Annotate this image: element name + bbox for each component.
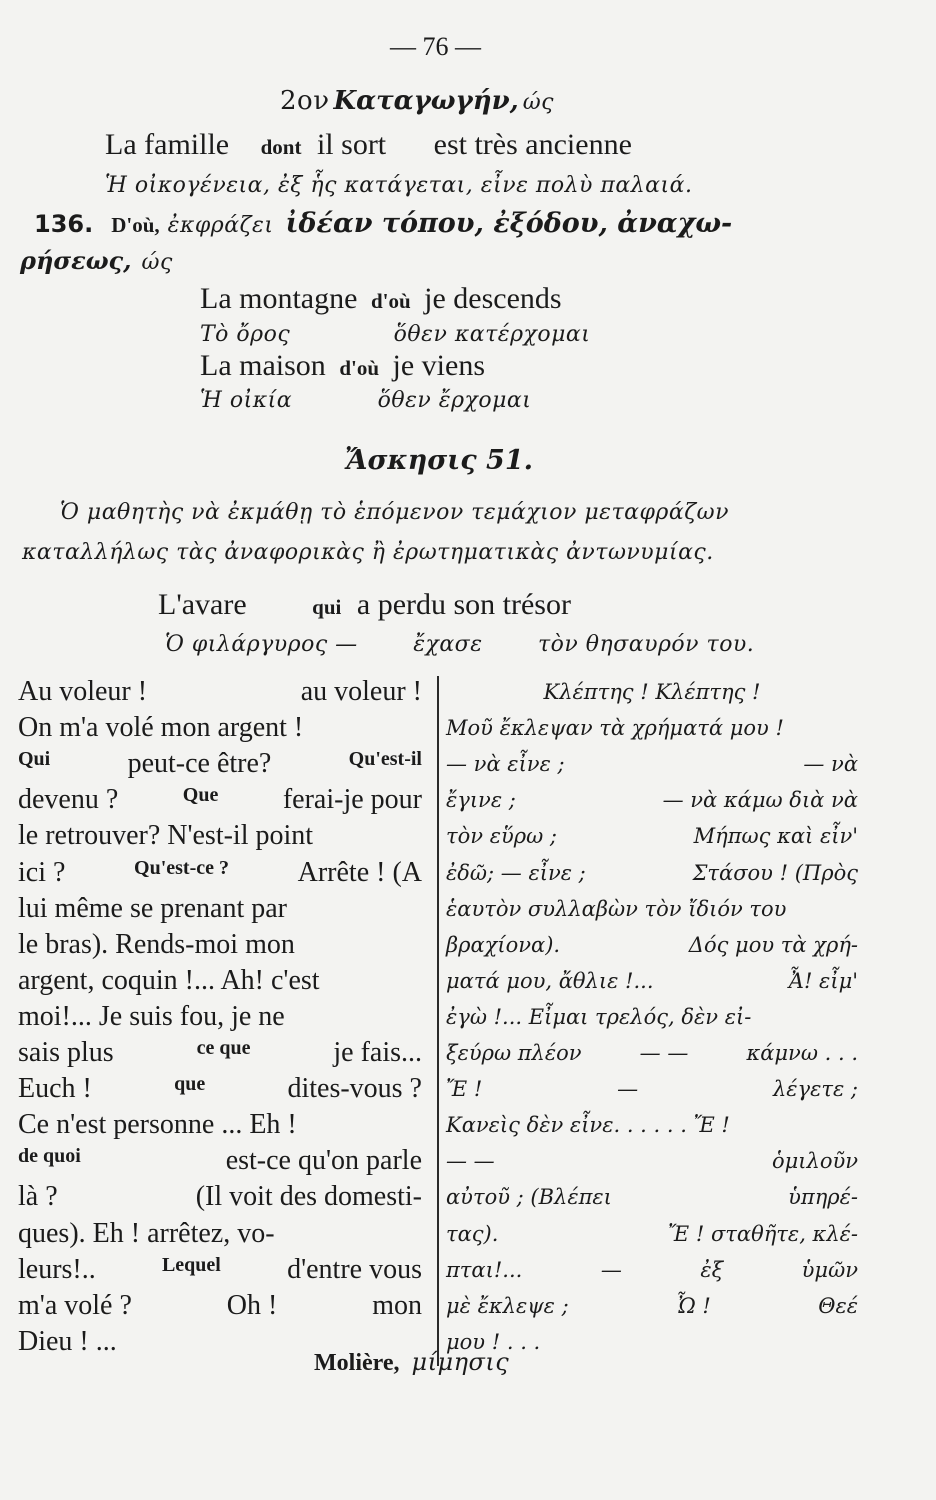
text-segment: argent, coquin !... Ah! c'est: [18, 964, 320, 996]
text-segment: Δός μου τὰ χρή-: [688, 932, 858, 957]
ex2-fr-c: je descends: [424, 282, 562, 315]
ex3-fr-b: d'où: [339, 356, 380, 380]
text-segment: Lequel: [161, 1253, 221, 1276]
exercise-example-greek: [165, 632, 754, 657]
greek-line: [446, 1113, 858, 1137]
text-segment: ici ?: [18, 856, 66, 888]
text-segment: ξεύρω πλέον: [446, 1041, 582, 1065]
greek-line: [446, 1149, 858, 1173]
ex1-part-b: dont: [260, 135, 302, 159]
exercise-example-french: [158, 588, 571, 622]
text-segment: leurs!..: [18, 1253, 96, 1285]
text-segment: Ἆ! εἶμ': [788, 968, 858, 993]
text-segment: ferai-je pour: [282, 784, 422, 816]
ex1-part-d: est très ancienne: [433, 128, 632, 161]
example-greek-2: [200, 322, 590, 347]
french-line: [18, 1073, 422, 1105]
text-segment: On m'a volé mon argent !: [18, 712, 304, 744]
text-segment: ὑμῶν: [801, 1257, 858, 1282]
greek-line: [446, 861, 858, 885]
greek-line: [446, 1222, 858, 1246]
text-segment: Μοῦ ἔκλεψαν τὰ χρήματά μου !: [446, 716, 784, 741]
text-segment: Arrête ! (A: [297, 856, 422, 888]
paragraph-cont-suffix: ώς: [141, 250, 173, 275]
text-segment: le retrouver? N'est-il point: [18, 820, 314, 852]
text-segment: — —: [446, 1149, 495, 1174]
column-divider: [437, 676, 439, 1366]
text-segment: λέγετε ;: [772, 1077, 858, 1102]
french-line: [18, 857, 422, 889]
text-segment: mon: [372, 1289, 422, 1321]
text-segment: Qu'est-il: [348, 748, 422, 771]
text-segment: Qu'est-ce ?: [134, 856, 230, 879]
french-line: [18, 929, 422, 961]
greek-line: [446, 1294, 858, 1318]
exfr-a: L'avare: [158, 588, 247, 621]
greek-line: [446, 1185, 858, 1209]
greek-line: [446, 824, 858, 848]
text-segment: ce que: [196, 1037, 251, 1059]
heading-suffix: ώς: [522, 90, 554, 115]
paragraph-number: 136.: [34, 210, 94, 238]
text-segment: devenu ?: [18, 784, 119, 816]
paragraph-136-cont: [20, 246, 173, 275]
exercise-instruction-2: καταλλήλως τὰς ἀναφορικὰς ἢ ἐρωτηματικὰς ἀντωνυμίας.: [22, 540, 714, 565]
text-segment: πται!...: [446, 1257, 523, 1282]
text-segment: Au voleur !: [18, 676, 148, 707]
ex2-fr-a: La montagne: [200, 282, 358, 315]
text-segment: ἔγινε ;: [446, 788, 516, 813]
french-line: [18, 748, 422, 780]
french-line: [18, 1254, 422, 1286]
paragraph-term: D'où,: [111, 213, 160, 237]
french-line: [18, 1001, 422, 1033]
ex2-gr-b: ὅθεν κατέρχομαι: [393, 322, 591, 347]
exgr-b: ἔχασε: [413, 632, 483, 657]
text-segment: au voleur !: [300, 676, 422, 707]
text-segment: —: [600, 1257, 622, 1282]
example-greek-1: Ἡ οἰκογένεια, ἐξ ἧς κατάγεται, εἶνε πολὺ παλαιά.: [105, 173, 693, 198]
text-segment: —: [617, 1077, 639, 1102]
text-segment: Dieu ! ...: [18, 1325, 117, 1357]
french-line: [18, 1037, 422, 1069]
french-line: [18, 784, 422, 816]
greek-line: [446, 1258, 858, 1282]
ex1-part-c: il sort: [316, 128, 387, 161]
french-line: [18, 1181, 422, 1213]
paragraph-cont-term: ρήσεως,: [20, 246, 132, 275]
text-segment: Κανεὶς δὲν εἶνε. . . . . . Ἔ !: [446, 1113, 730, 1138]
french-line: [18, 1290, 422, 1322]
page-number: — 76 —: [390, 32, 481, 61]
text-segment: Qui: [18, 748, 51, 771]
example-french-1: [105, 128, 632, 162]
text-segment: μὲ ἔκλεψε ;: [446, 1293, 569, 1318]
greek-line: [446, 1041, 858, 1065]
text-segment: βραχίονα).: [446, 932, 561, 957]
greek-line: [446, 680, 858, 704]
example-french-3: [200, 349, 485, 383]
text-segment: τας).: [446, 1221, 499, 1246]
exercise-instruction-1: Ὁ μαθητὴς νὰ ἐκμάθῃ τὸ ἑπόμενον τεμάχιον μεταφράζων: [60, 500, 729, 525]
text-segment: Que: [182, 784, 219, 807]
text-segment: le bras). Rends-moi mon: [18, 928, 295, 960]
subsection-heading: [280, 86, 554, 116]
text-segment: Ὦ !: [676, 1293, 711, 1318]
ex1-part-a: La famille: [105, 128, 230, 161]
text-segment: je fais...: [333, 1037, 422, 1068]
text-segment: là ?: [18, 1181, 58, 1213]
text-segment: que: [174, 1073, 206, 1096]
text-segment: — νὰ: [803, 752, 858, 777]
french-line: [18, 893, 422, 925]
ex3-gr-a: Ἡ οἰκία: [200, 388, 293, 413]
french-line: [18, 1145, 422, 1177]
exfr-b: qui: [312, 595, 342, 619]
text-segment: κάμνω . . .: [746, 1041, 858, 1065]
ex2-gr-a: Τὸ ὄρος: [200, 322, 291, 347]
text-segment: (Il voit des domesti-: [195, 1181, 422, 1213]
french-line: [18, 676, 422, 708]
text-segment: ἐγὼ !... Εἶμαι τρελός, δὲν εἰ-: [446, 1004, 752, 1029]
text-segment: moi!... Je suis fou, je ne: [18, 1000, 285, 1032]
text-segment: μου ! . . .: [446, 1329, 541, 1354]
text-segment: de quoi: [18, 1145, 81, 1168]
text-segment: Στάσου ! (Πρὸς: [692, 860, 858, 885]
paragraph-136: [34, 208, 732, 239]
text-segment: dites-vous ?: [287, 1073, 422, 1105]
text-segment: — νὰ κάμω διὰ νὰ: [662, 788, 858, 813]
text-segment: est-ce qu'on parle: [225, 1145, 422, 1177]
example-french-2: [200, 282, 562, 316]
text-segment: αὐτοῦ ; (Βλέπει: [446, 1185, 612, 1210]
example-greek-3: [200, 388, 531, 413]
text-segment: ἐξ: [700, 1257, 724, 1282]
text-segment: Ce n'est personne ... Eh !: [18, 1109, 297, 1141]
text-segment: ἐδῶ; — εἶνε ;: [446, 860, 586, 885]
greek-line: [446, 933, 858, 957]
text-segment: Θεέ: [818, 1293, 858, 1318]
text-segment: lui même se prenant par: [18, 892, 288, 924]
french-line: [18, 1109, 422, 1141]
text-segment: Oh !: [226, 1289, 278, 1321]
text-segment: Ἔ ! σταθῆτε, κλέ-: [667, 1221, 858, 1246]
greek-line: [446, 897, 858, 921]
text-segment: ὁμιλοῦν: [771, 1149, 858, 1174]
exercise-title: Ἄσκησις 51.: [345, 445, 534, 476]
exgr-c: τὸν θησαυρόν του.: [538, 632, 755, 657]
text-segment: — νὰ εἶνε ;: [446, 752, 565, 777]
ex3-fr-a: La maison: [200, 349, 326, 382]
text-segment: Μήπως καὶ εἶν': [693, 824, 858, 849]
paragraph-text: ἐκφράζει: [167, 213, 274, 238]
greek-line: [446, 752, 858, 776]
paragraph-terms: ἰδέαν τόπου, ἐξόδου, ἀναχω-: [285, 208, 733, 239]
ex3-fr-c: je viens: [392, 349, 485, 382]
heading-term: Καταγωγήν,: [333, 86, 519, 116]
exfr-c: a perdu son trésor: [356, 588, 571, 621]
attribution: [314, 1348, 509, 1377]
french-line: [18, 1218, 422, 1250]
exgr-a: Ὁ φιλάργυρος —: [165, 632, 358, 657]
text-segment: m'a volé ?: [18, 1289, 132, 1321]
text-segment: sais plus: [18, 1037, 114, 1068]
greek-line: [446, 716, 858, 740]
text-segment: ὑπηρέ-: [788, 1185, 858, 1210]
attribution-author: Molière,: [314, 1350, 400, 1376]
french-line: [18, 820, 422, 852]
greek-line: [446, 1005, 858, 1029]
text-segment: ἑαυτὸν συλλαβὼν τὸν ἴδιόν του: [446, 896, 787, 921]
french-line: [18, 712, 422, 744]
ex2-fr-b: d'où: [370, 289, 411, 313]
text-segment: peut-ce être?: [127, 748, 272, 780]
text-segment: ματά μου, ἄθλιε !...: [446, 968, 654, 993]
text-segment: Euch !: [18, 1073, 92, 1105]
greek-line: [446, 1077, 858, 1101]
greek-line: [446, 969, 858, 993]
greek-line: [446, 788, 858, 812]
text-segment: Κλέπτης ! Κλέπτης !: [543, 680, 761, 704]
text-segment: d'entre vous: [287, 1253, 422, 1285]
text-segment: Ἔ !: [446, 1077, 483, 1102]
text-segment: — —: [639, 1041, 689, 1065]
ex3-gr-b: ὅθεν ἔρχομαι: [377, 388, 532, 413]
french-line: [18, 965, 422, 997]
attribution-note: μίμησις: [411, 1348, 510, 1376]
text-segment: τὸν εὕρω ;: [446, 824, 557, 849]
text-segment: ques). Eh ! arrêtez, vo-: [18, 1217, 275, 1249]
heading-label: 2ον: [280, 86, 330, 116]
